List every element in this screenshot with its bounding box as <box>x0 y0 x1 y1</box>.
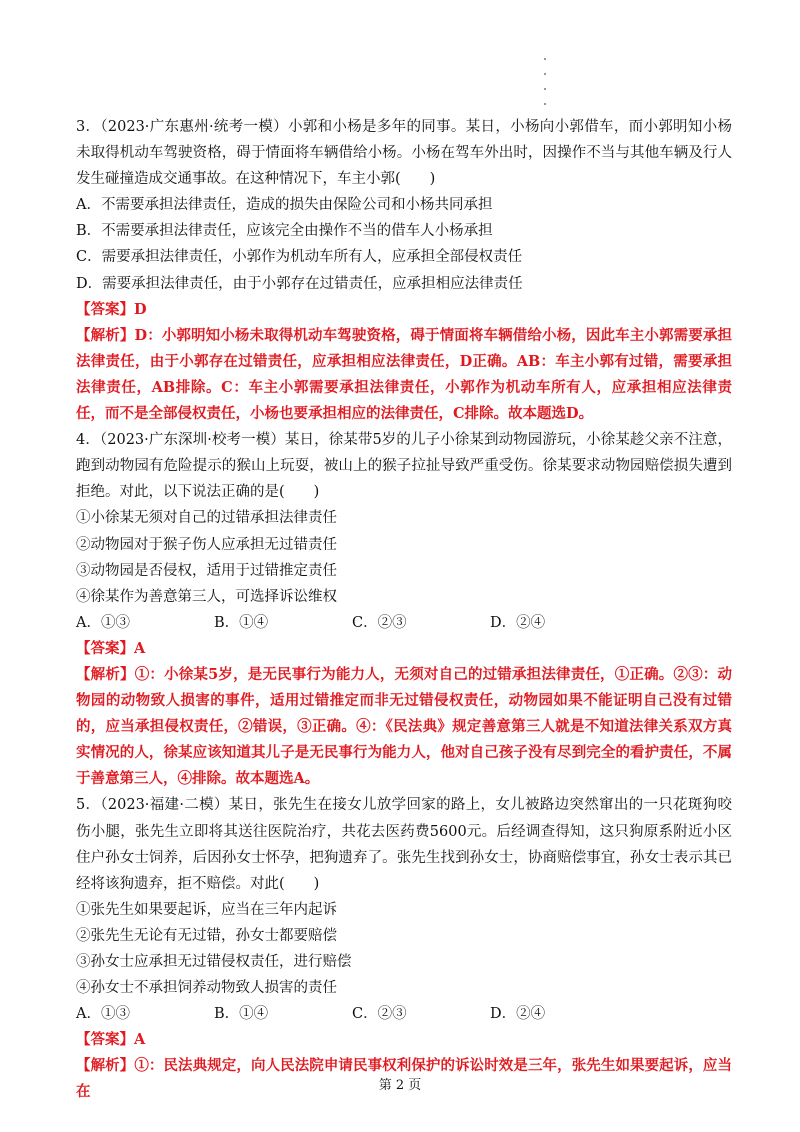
question-5-answer: 【答案】A <box>76 1031 146 1049</box>
question-3-option-b: B．不需要承担法律责任，应该完全由操作不当的借车人小杨承担 <box>76 223 493 240</box>
question-4-analysis: 【解析】①：小徐某5岁，是无民事行为能力人，无须对自己的过错承担法律责任，①正确。②③：动物园的动物致人损害的事件，适用过错推定而非无过错侵权责任，动物园如果不能证明自己没有过错的，应当承担侵权责任，②错误，③正确。④：《民法典》规定善意第三人就是不知道法律关系双方真实情况的人，徐某应该知道其儿子是无民事行为能力人，他对自己孩子没有尽到完全的看护责任，不属于善意第三人，④排除。故本题选A。 <box>76 665 732 788</box>
question-4-choices <box>76 610 732 636</box>
question-5-statement-1: ①张先生如果要起诉，应当在三年内起诉 <box>76 901 337 918</box>
question-4-answer: 【答案】A <box>76 639 146 657</box>
question-5-statement-4: ④孙女士不承担饲养动物致人损害的责任 <box>76 980 337 997</box>
question-5-choice-c: C．②③ <box>352 1006 407 1023</box>
question-3-stem: 3．（2023·广东惠州·统考一模）小郭和小杨是多年的同事。某日，小杨向小郭借车，而小郭明知小杨未取得机动车驾驶资格，碍于情面将车辆借给小杨。小杨在驾车外出时，因操作不当与其他车辆及行人发生碰撞造成交通事故。在这种情况下，车主小郭( ) <box>76 119 732 188</box>
question-4-statement-1: ①小徐某无须对自己的过错承担法律责任 <box>76 510 337 527</box>
question-4-statement-3: ③动物园是否侵权，适用于过错推定责任 <box>76 562 337 579</box>
question-5-choice-b: B．①④ <box>214 1006 269 1023</box>
page-number: 第 2 页 <box>378 1078 422 1093</box>
question-4-statement-4: ④徐某作为善意第三人，可选择诉讼维权 <box>76 588 337 605</box>
question-5-analysis: 【解析】①：民法典规定，向人民法院申请民事权利保护的诉讼时效是三年，张先生如果要起诉，应当在 <box>76 1057 732 1101</box>
question-4-choice-d: D．②④ <box>490 614 546 631</box>
question-3-option-d: D．需要承担法律责任，由于小郭存在过错责任，应承担相应法律责任 <box>76 275 523 292</box>
question-4-stem: 4．（2023·广东深圳·校考一模）某日，徐某带5岁的儿子小徐某到动物园游玩，小徐某趁父亲不注意，跑到动物园有危险提示的猴山上玩耍，被山上的猴子拉扯导致严重受伤。徐某要求动物园赔偿损失遭到拒绝。对此，以下说法正确的是( ) <box>76 432 732 501</box>
question-5-choice-a: A．①③ <box>76 1006 130 1023</box>
question-4-choice-a: A．①③ <box>76 614 130 631</box>
question-3-option-a: A．不需要承担法律责任，造成的损失由保险公司和小杨共同承担 <box>76 197 493 214</box>
question-3-analysis: 【解析】D：小郭明知小杨未取得机动车驾驶资格，碍于情面将车辆借给小杨，因此车主小郭需要承担法律责任，由于小郭存在过错责任，应承担相应法律责任，D正确。AB：车主小郭有过错，需要承担法律责任，AB排除。C：车主小郭需要承担法律责任，小郭作为机动车所有人，应承担相应法律责任，而不是全部侵权责任，小杨也要承担相应的法律责任，C排除。故本题选D。 <box>76 326 732 423</box>
question-5-choices <box>76 1001 732 1027</box>
question-4-choice-b: B．①④ <box>214 614 269 631</box>
question-4-choice-c: C．②③ <box>352 614 407 631</box>
question-3-answer: 【答案】D <box>76 300 147 318</box>
question-3-option-c: C．需要承担法律责任，小郭作为机动车所有人，应承担全部侵权责任 <box>76 249 523 266</box>
question-5-statement-2: ②张先生无论有无过错，孙女士都要赔偿 <box>76 927 337 944</box>
question-5-stem: 5．（2023·福建·二模）某日，张先生在接女儿放学回家的路上，女儿被路边突然窜出的一只花斑狗咬伤小腿，张先生立即将其送往医院治疗，共花去医药费5600元。后经调查得知，这只狗原系附近小区住户孙女士饲养，后因孙女士怀孕，把狗遗弃了。张先生找到孙女士，协商赔偿事宜，孙女士表示其已经将该狗遗弃，拒不赔偿。对此( ) <box>76 797 732 892</box>
question-4-statement-2: ②动物园对于猴子伤人应承担无过错责任 <box>76 536 337 553</box>
document-body <box>76 114 732 1106</box>
question-5-statement-3: ③孙女士应承担无过错侵权责任，进行赔偿 <box>76 954 352 970</box>
question-5-choice-d: D．②④ <box>490 1006 546 1023</box>
decorative-dots <box>544 58 548 118</box>
